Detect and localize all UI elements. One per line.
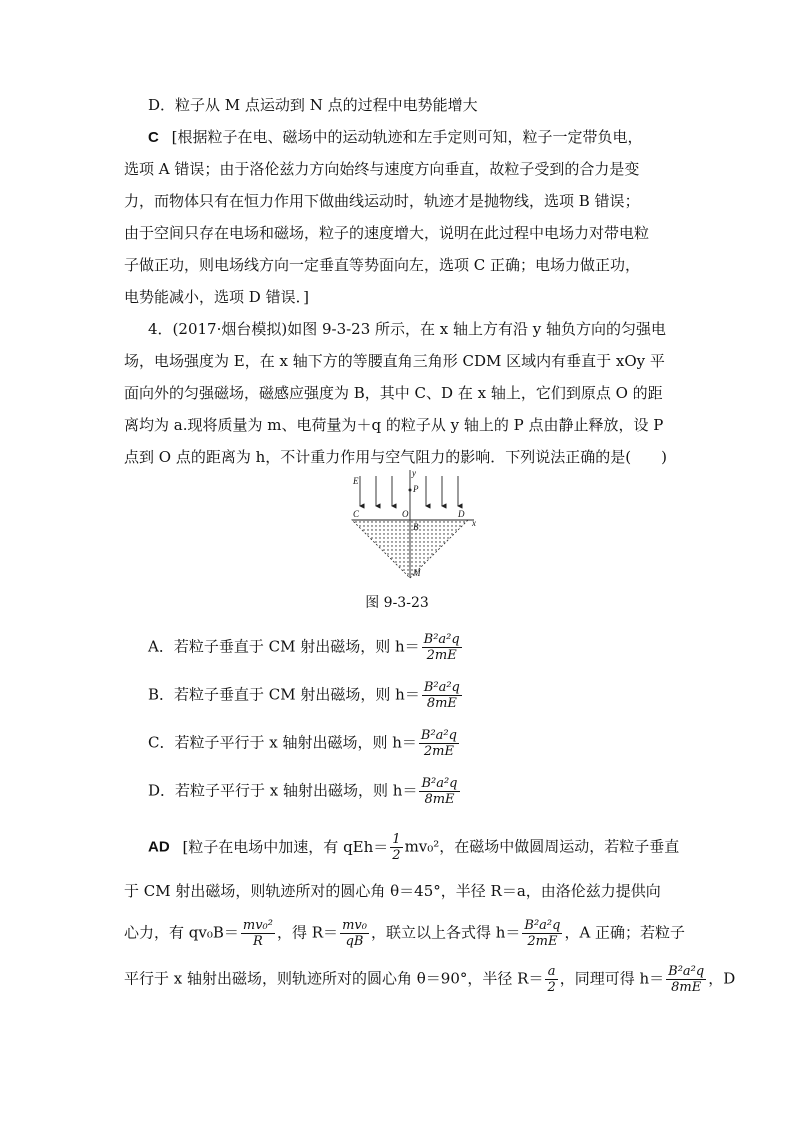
explanation-text: ，D	[708, 969, 736, 988]
option-c-fraction: $\frac{\text{B²a²q}}{2mE}$	[420, 728, 457, 759]
label-o: O	[402, 509, 409, 519]
label-m: M	[413, 568, 421, 578]
point-p	[409, 489, 412, 492]
explanation-text: 心力，有 qv₀B＝	[124, 923, 239, 942]
option-d	[148, 776, 462, 807]
label-p: P	[413, 484, 419, 494]
field-diagram-figure	[346, 468, 486, 580]
explanation-line-2: 于 CM 射出磁场，则轨迹所对的圆心角 θ＝45°，半径 R＝a，由洛伦兹力提供向	[124, 882, 661, 900]
option-b	[148, 680, 464, 711]
explanation-prev-line-2: 选项 A 错误；由于洛伦兹力方向始终与速度方向垂直，故粒子受到的合力是变	[124, 160, 640, 178]
explanation-prev-line-3: 力，而物体只有在恒力作用下做曲线运动时，轨迹才是抛物线，选项 B 错误；	[124, 192, 640, 210]
option-a-fraction: $\frac{\text{B²a²q}}{2mE}$	[423, 632, 460, 663]
answer-label: C	[148, 129, 159, 146]
option-d-previous: D．粒子从 M 点运动到 N 点的过程中电势能增大	[148, 96, 478, 114]
explanation-text: ，A 正确；若粒子	[564, 923, 686, 942]
explanation-line-3	[124, 918, 685, 949]
label-d: D	[458, 509, 465, 519]
explanation-line-4	[124, 964, 735, 995]
explanation-text: ，同理可得 h＝	[559, 969, 665, 988]
fraction-a-2: $\frac{a}{2}$	[547, 964, 556, 995]
explanation-text: mv₀²，在磁场中做圆周运动，若粒子垂直	[404, 837, 680, 856]
fraction-h-2me: $\frac{\text{B²a²q}}{2mE}$	[524, 918, 561, 949]
option-a-text: A．若粒子垂直于 CM 射出磁场，则 h＝	[148, 637, 420, 656]
explanation-prev-line-1	[148, 126, 642, 149]
option-c	[148, 728, 461, 759]
figure-caption: 图 9-3-23	[365, 595, 429, 611]
explanation-text: [粒子在电场中加速，有 qEh＝	[182, 837, 389, 856]
question-4-line-4: 离均为 a.现将质量为 m、电荷量为＋q 的粒子从 y 轴上的 P 点由静止释放，设 P	[124, 416, 664, 434]
explanation-prev-line-6: 电势能减小，选项 D 错误．]	[124, 288, 309, 306]
answer-label-ad: AD	[148, 838, 170, 856]
label-b: B	[413, 522, 419, 532]
explanation-text: ，联立以上各式得 h＝	[370, 923, 521, 942]
fraction-mv-qb: $\frac{\text{mv₀}}{qB}$	[342, 918, 367, 949]
fraction-h-8me: $\frac{\text{B²a²q}}{8mE}$	[668, 964, 705, 995]
option-a	[148, 632, 464, 663]
option-b-fraction: $\frac{\text{B²a²q}}{8mE}$	[423, 680, 460, 711]
question-4-line-5: 点到 O 点的距离为 h，不计重力作用与空气阻力的影响．下列说法正确的是( )	[124, 448, 667, 466]
explanation-line-1	[148, 832, 679, 863]
option-d-text: D．若粒子平行于 x 轴射出磁场，则 h＝	[148, 781, 418, 800]
label-e: E	[353, 476, 359, 486]
explanation-text: 平行于 x 轴射出磁场，则轨迹所对的圆心角 θ＝90°，半径 R＝	[124, 969, 544, 988]
question-4-line-3: 面向外的匀强磁场，磁感应强度为 B，其中 C、D 在 x 轴上，它们到原点 O 的距	[124, 384, 663, 402]
question-4-line-1: 4．(2017·烟台模拟)如图 9-3-23 所示，在 x 轴上方有沿 y 轴负方向的匀强电	[148, 320, 667, 338]
label-c: C	[353, 509, 360, 519]
fraction-half: $\frac{1}{2}$	[392, 832, 401, 863]
option-b-text: B．若粒子垂直于 CM 射出磁场，则 h＝	[148, 685, 420, 704]
label-x: x	[472, 518, 476, 528]
option-d-fraction: $\frac{\text{B²a²q}}{8mE}$	[421, 776, 458, 807]
explanation-text: [根据粒子在电、磁场中的运动轨迹和左手定则可知，粒子一定带负电，	[171, 128, 643, 146]
label-y: y	[412, 468, 416, 478]
explanation-text: ，得 R＝	[277, 923, 339, 942]
explanation-prev-line-4: 由于空间只存在电场和磁场，粒子的速度增大，说明在此过程中电场力对带电粒	[124, 224, 650, 242]
option-c-text: C．若粒子平行于 x 轴射出磁场，则 h＝	[148, 733, 417, 752]
explanation-prev-line-5: 子做正功，则电场线方向一定垂直等势面向左，选项 C 正确；电场力做正功，	[124, 256, 641, 274]
question-4-line-2: 场，电场强度为 E，在 x 轴下方的等腰直角三角形 CDM 区域内有垂直于 xOy 平	[124, 352, 665, 370]
fraction-mv2-r: $\frac{\text{mv₀²}}{R}$	[242, 918, 273, 949]
